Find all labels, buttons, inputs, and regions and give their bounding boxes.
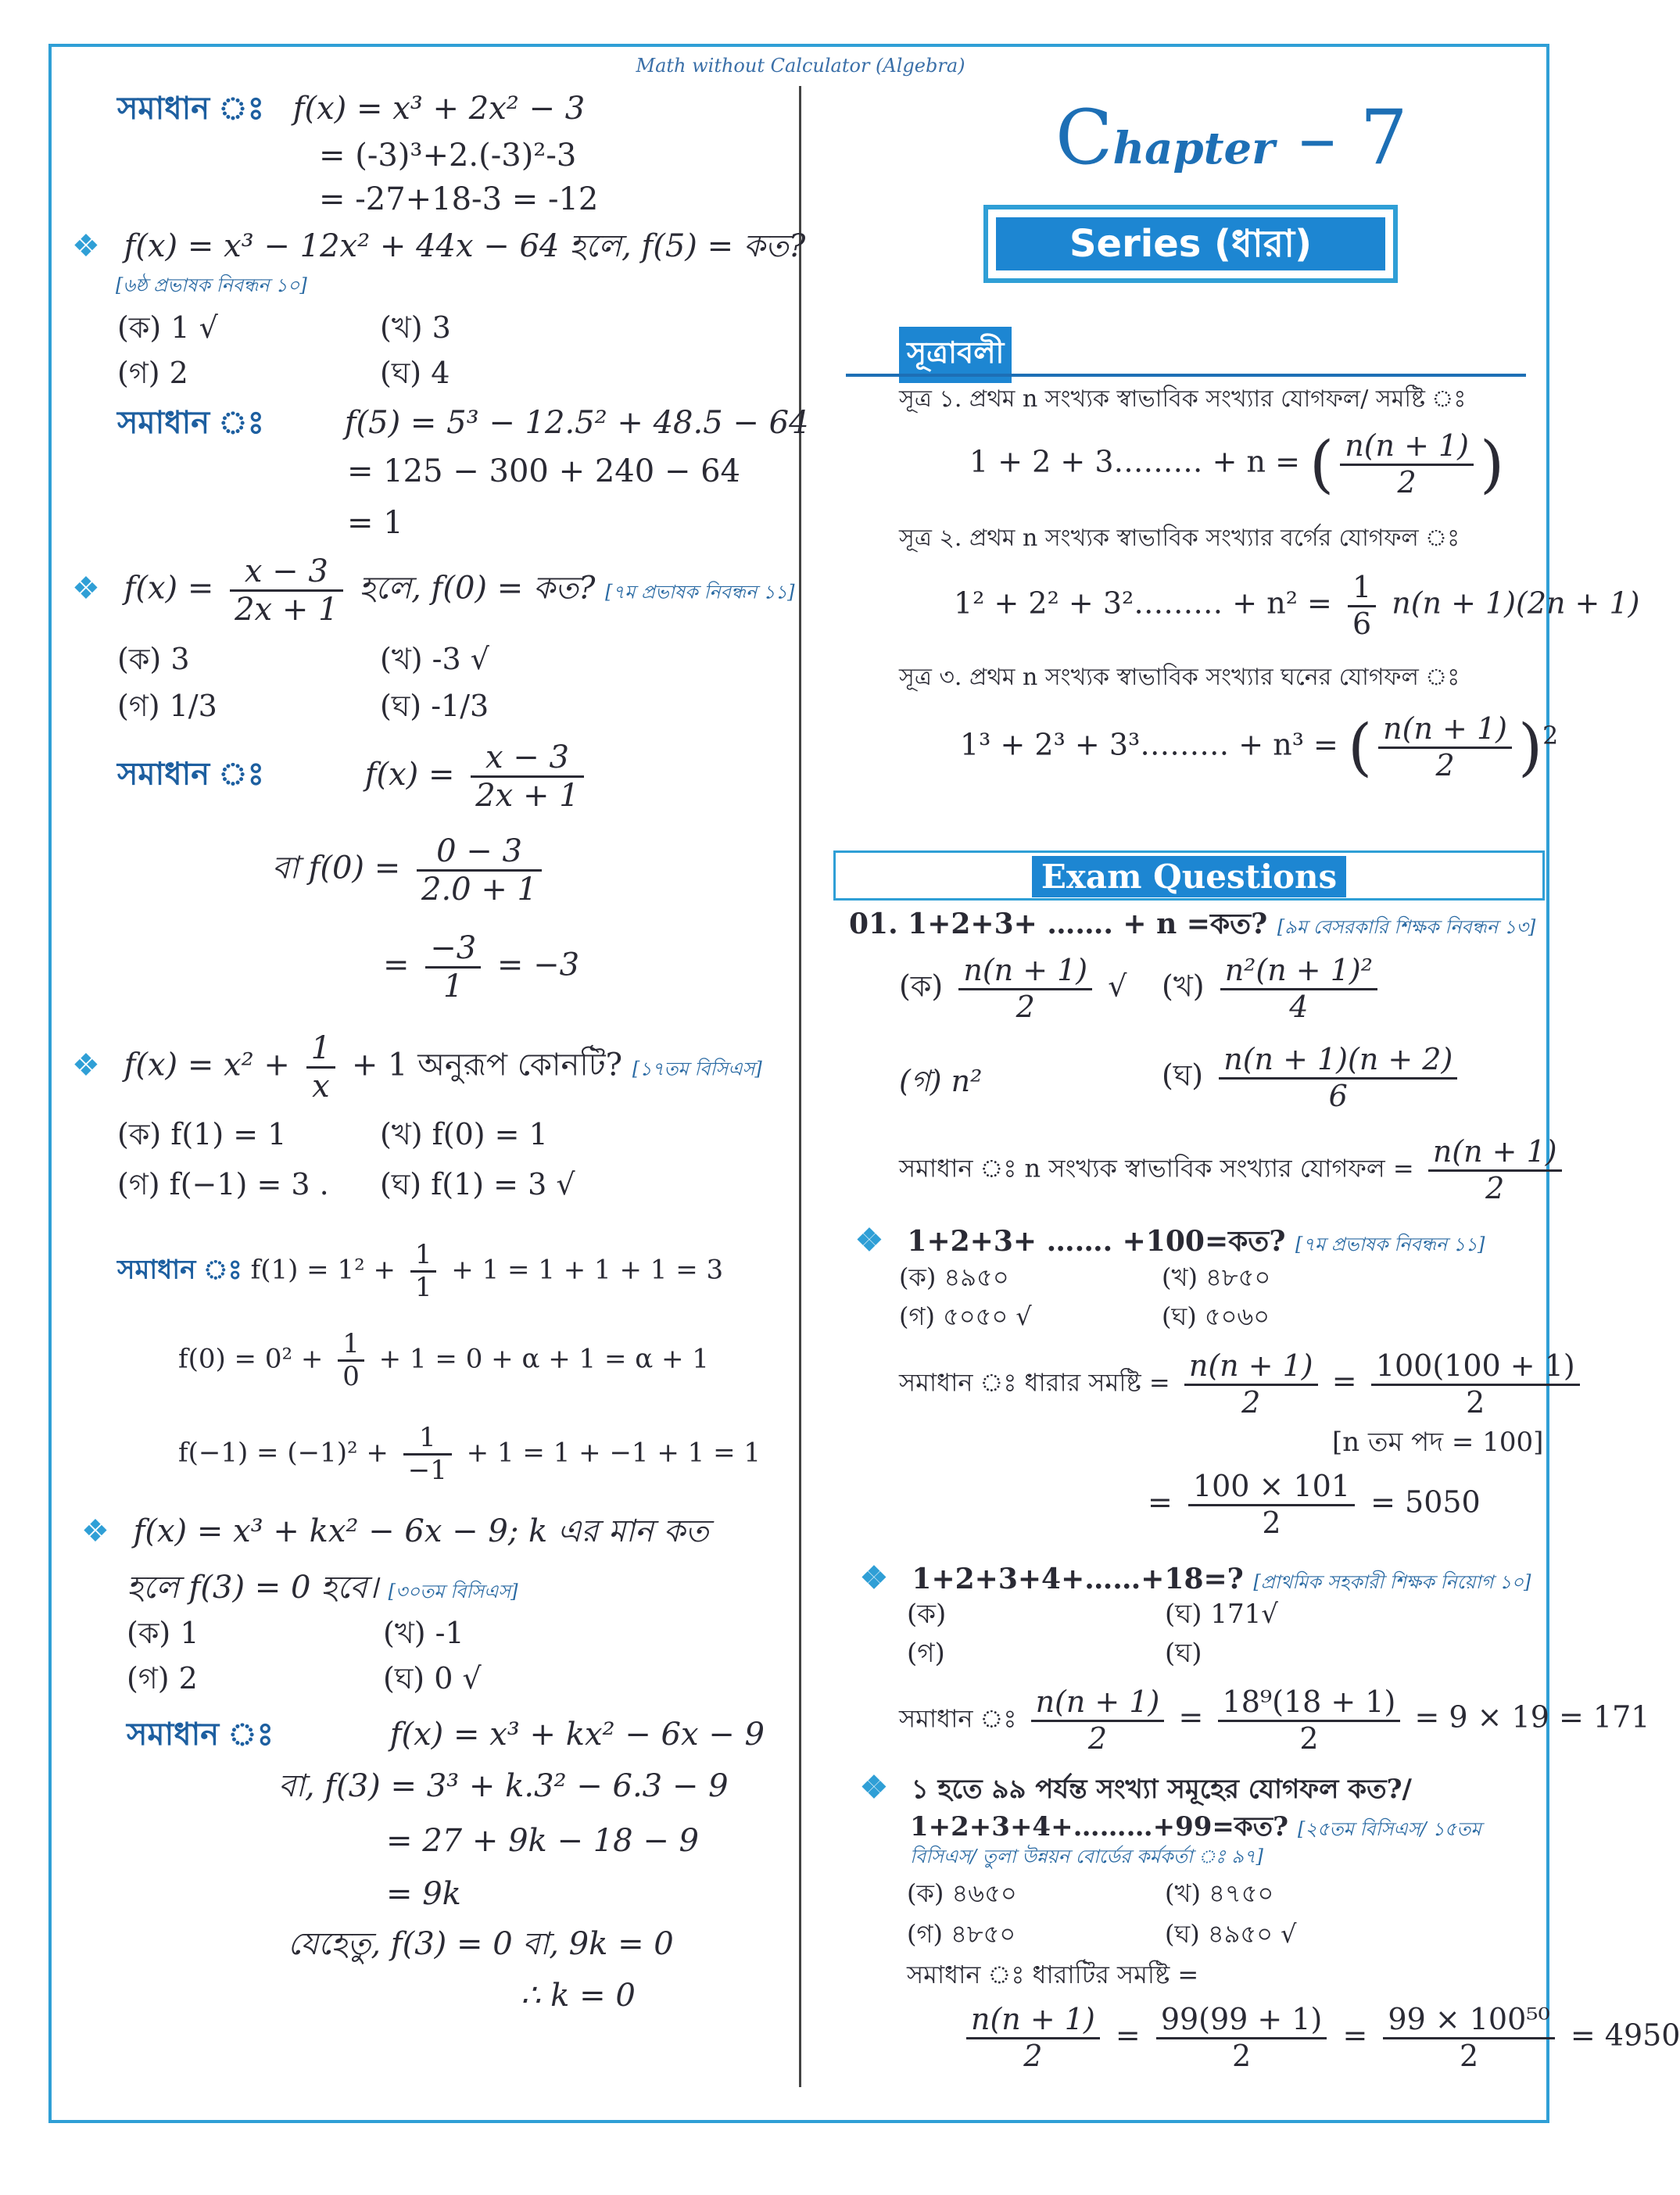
exam-questions-title: Exam Questions xyxy=(1032,856,1346,897)
diamond-bullet-icon: ❖ xyxy=(855,1222,883,1259)
fraction: $\frac{1}{x}$ xyxy=(306,1030,335,1105)
solution-1-line-3: = -27+18-3 = -12 xyxy=(319,181,599,217)
column-divider xyxy=(799,86,801,2087)
diamond-bullet-icon: ❖ xyxy=(81,1513,109,1549)
option-a: (ক) ৪৯৫০ xyxy=(899,1262,1009,1292)
diamond-bullet-icon: ❖ xyxy=(860,1559,888,1596)
fraction: $\frac{x - 3}{2x + 1}$ xyxy=(471,739,583,814)
option-a: (ক) 1 √ xyxy=(117,310,218,345)
option-c: (গ) n² xyxy=(899,1064,983,1098)
exam-questions-box xyxy=(833,850,1545,901)
solution-5-line-6: ∴ k = 0 xyxy=(521,1978,636,2014)
fraction: $\frac{-3}{1}$ xyxy=(425,930,481,1004)
option-a: (ক) ৪৬৫০ xyxy=(907,1878,1017,1908)
formula-1-label: সূত্র ১. প্রথম n সংখ্যক স্বাভাবিক সংখ্যার যোগফল/ সমষ্টি ঃ xyxy=(899,385,1467,413)
fraction: $\frac{n(n + 1)}{2}$ xyxy=(1184,1349,1318,1420)
solution-5-line-4: = 9k xyxy=(386,1876,461,1912)
option-c: (গ) 1/3 xyxy=(117,689,217,723)
fraction: $\frac{\text{99 × 100⁵⁰}}{2}$ xyxy=(1383,2003,1554,2073)
page-header: Math without Calculator (Algebra) xyxy=(636,55,965,77)
fraction: $\frac{1}{6}$ xyxy=(1348,571,1376,641)
option-a: (ক) $\frac{n(n + 1)}{2}$ √ xyxy=(899,953,1127,1024)
exam-solution-4: সমাধান ঃ ধারাটির সমষ্টি = xyxy=(907,1960,1199,1989)
fraction: $\frac{\text{n²(n + 1)²}}{4}$ xyxy=(1220,954,1377,1024)
exam-solution-2-result: = $\frac{100 \times 101}{2}$ = 5050 xyxy=(1148,1469,1481,1540)
option-b: (খ) $\frac{\text{n²(n + 1)²}}{4}$ xyxy=(1162,954,1384,1024)
option-d: (ঘ) f(1) = 3 √ xyxy=(380,1167,575,1201)
series-title: Series (ধারা) xyxy=(996,217,1385,270)
option-c: (গ) f(−1) = 3 . xyxy=(117,1167,329,1201)
series-title-box xyxy=(983,205,1398,283)
solution-3-line-2: বা f(0) = $\frac{0 - 3}{2.0 + 1}$ xyxy=(272,833,548,908)
solution-5: সমাধান ঃ f(x) = x³ + kx² − 6x − 9 xyxy=(127,1717,765,1753)
option-b: (ঘ) 171√ xyxy=(1165,1599,1278,1630)
heading-rule xyxy=(846,374,1526,377)
diamond-bullet-icon: ❖ xyxy=(72,228,100,264)
option-b: (খ) -1 xyxy=(383,1616,464,1650)
fraction: $\frac{0 - 3}{2.0 + 1}$ xyxy=(417,833,542,908)
question-5: ❖ f(x) = x³ + kx² − 6x − 9; k এর মান কত xyxy=(81,1513,709,1549)
option-c: (গ) xyxy=(907,1638,945,1669)
formula-1: 1 + 2 + 3……… + n = ( $\frac{n(n + 1)}{2}$ ) xyxy=(969,428,1505,500)
option-d: (ঘ) ৫০৬০ xyxy=(1162,1302,1270,1331)
option-b: (খ) f(0) = 1 xyxy=(380,1117,548,1151)
option-d: (ঘ) 0 √ xyxy=(383,1661,482,1695)
solution-3: সমাধান ঃ f(x) = $\frac{x - 3}{2x + 1}$ xyxy=(117,739,590,814)
chapter-title: Chapter – 7 xyxy=(1055,94,1408,181)
option-c: (গ) ৫০৫০ √ xyxy=(899,1302,1032,1331)
solution-5-line-3: = 27 + 9k − 18 − 9 xyxy=(386,1823,699,1859)
option-d: (ঘ) ৪৯৫০ √ xyxy=(1165,1919,1297,1949)
option-a: (ক) 1 xyxy=(127,1616,199,1650)
option-c: (গ) ৪৮৫০ xyxy=(907,1919,1016,1949)
exam-question-1: 01. 1+2+3+ ……. + n =কত? [৯ম বেসরকারি শিক্ষক নিবন্ধন ১৩] xyxy=(849,908,1536,940)
fraction: $\frac{x - 3}{2x + 1}$ xyxy=(230,553,342,628)
formula-2: 1² + 2² + 3²……… + n² = $\frac{1}{6}$ n(n + 1)(2n + 1) xyxy=(954,570,1640,641)
option-c: (গ) 2 xyxy=(127,1661,198,1695)
fraction: $\frac{n(n + 1)(n + 2)}{6}$ xyxy=(1219,1043,1457,1113)
formula-3: 1³ + 2³ + 3³……… + n³ = ( $\frac{n(n + 1)}{2}$ )$^2$ xyxy=(960,711,1559,783)
fraction: $\frac{1}{-1}$ xyxy=(403,1423,452,1486)
exam-solution-3: সমাধান ঃ $\frac{n(n + 1)}{2}$ = $\frac{\text{18⁹(18 + 1)}}{2}$ = 9 × 19 = 171 xyxy=(899,1685,1650,1756)
fraction: $\frac{n(n + 1)}{2}$ xyxy=(958,954,1092,1024)
fraction: $\frac{n(n + 1)}{2}$ xyxy=(1340,429,1474,500)
exam-question-4-line-2: 1+2+3+4+………+99=কত? [২৫তম বিসিএস/ ১৫তম xyxy=(910,1811,1481,1842)
exam-solution-2-note: [n তম পদ = 100] xyxy=(1332,1427,1544,1458)
fraction: $\frac{\text{18⁹(18 + 1)}}{2}$ xyxy=(1218,1685,1401,1756)
fraction: $\frac{1}{0}$ xyxy=(338,1329,364,1392)
fraction: $\frac{100(100 + 1)}{2}$ xyxy=(1371,1349,1580,1420)
question-2-source: [৬ষ্ঠ প্রভাষক নিবন্ধন ১০] xyxy=(116,274,307,296)
fraction: $\frac{100 \times 101}{2}$ xyxy=(1188,1470,1355,1540)
option-a: (ক) 3 xyxy=(117,642,190,676)
exam-solution-1: সমাধান ঃ n সংখ্যক স্বাভাবিক সংখ্যার যোগফল = $\frac{n(n + 1)}{2}$ xyxy=(899,1135,1568,1205)
exam-question-4-source: বিসিএস/ তুলা উন্নয়ন বোর্ডের কর্মকর্তা ঃ ৯৭] xyxy=(910,1846,1263,1867)
diamond-bullet-icon: ❖ xyxy=(72,1047,100,1083)
solution-1-line-2: = (-3)³+2.(-3)²-3 xyxy=(319,138,577,174)
formula-heading: সূত্রাবলী xyxy=(899,327,1012,383)
option-b: (খ) -3 √ xyxy=(380,642,489,676)
solution-3-line-3: = $\frac{-3}{1}$ = −3 xyxy=(383,930,580,1004)
solution-5-line-5: যেহেতু, f(3) = 0 বা, 9k = 0 xyxy=(288,1926,674,1962)
fraction: $\frac{1}{1}$ xyxy=(410,1240,437,1303)
diamond-bullet-icon: ❖ xyxy=(72,570,100,607)
solution-1: সমাধান ঃ f(x) = x³ + 2x² − 3 xyxy=(117,91,586,127)
option-d: (ঘ) -1/3 xyxy=(380,689,489,723)
diamond-bullet-icon: ❖ xyxy=(860,1769,888,1806)
fraction: $\frac{99(99 + 1)}{2}$ xyxy=(1156,2003,1327,2073)
question-4: ❖ f(x) = x² + $\frac{1}{x}$ + 1 অনুরূপ কোনটি? [১৭তম বিসিএস] xyxy=(72,1030,762,1105)
option-a: (ক) xyxy=(907,1599,947,1630)
solution-5-line-2: বা, f(3) = 3³ + k.3² − 6.3 − 9 xyxy=(278,1768,729,1804)
option-d: (ঘ) xyxy=(1165,1638,1202,1669)
fraction: $\frac{n(n + 1)}{2}$ xyxy=(966,2003,1100,2073)
fraction: $\frac{n(n + 1)}{2}$ xyxy=(1031,1685,1165,1756)
solution-4: সমাধান ঃ f(1) = 1² + $\frac{1}{1}$ + 1 = 1 + 1 + 1 = 3 xyxy=(117,1239,724,1304)
question-5-line-2: হলে f(3) = 0 হবে। [৩০তম বিসিএস] xyxy=(127,1570,518,1606)
formula-3-label: সূত্র ৩. প্রথম n সংখ্যক স্বাভাবিক সংখ্যার ঘনের যোগফল ঃ xyxy=(899,664,1460,691)
option-b: (খ) 3 xyxy=(380,310,451,345)
question-2: ❖ f(x) = x³ − 12x² + 44x − 64 হলে, f(5) = কত? xyxy=(72,228,806,264)
option-a: (ক) f(1) = 1 xyxy=(117,1117,287,1151)
formula-2-label: সূত্র ২. প্রথম n সংখ্যক স্বাভাবিক সংখ্যার বর্গের যোগফল ঃ xyxy=(899,525,1460,552)
fraction: $\frac{n(n + 1)}{2}$ xyxy=(1378,712,1512,782)
exam-question-3: ❖ 1+2+3+4+……+18=? [প্রাথমিক সহকারী শিক্ষক নিয়োগ ১০] xyxy=(860,1559,1531,1596)
option-d: (ঘ) 4 xyxy=(380,356,450,390)
option-d: (ঘ) $\frac{n(n + 1)(n + 2)}{6}$ xyxy=(1162,1043,1463,1113)
option-b: (খ) ৪৮৫০ xyxy=(1162,1262,1271,1292)
exam-question-2: ❖ 1+2+3+ ……. +100=কত? [৭ম প্রভাষক নিবন্ধন ১১] xyxy=(855,1222,1485,1259)
solution-2-line-2: = 125 − 300 + 240 − 64 xyxy=(347,453,741,489)
solution-4-line-3: f(−1) = (−1)² + $\frac{1}{-1}$ + 1 = 1 + −1 + 1 = 1 xyxy=(178,1422,761,1487)
exam-solution-2: সমাধান ঃ ধারার সমষ্টি = $\frac{n(n + 1)}{2}$ = $\frac{100(100 + 1)}{2}$ xyxy=(899,1349,1586,1420)
exam-question-4: ❖ ১ হতে ৯৯ পর্যন্ত সংখ্যা সমূহের যোগফল কত?/ xyxy=(860,1769,1412,1806)
question-3: ❖ f(x) = $\frac{x - 3}{2x + 1}$ হলে, f(0) = কত? [৭ম প্রভাষক নিবন্ধন ১১] xyxy=(72,553,795,628)
solution-2-line-3: = 1 xyxy=(347,505,403,541)
exam-solution-4-result: $\frac{n(n + 1)}{2}$ = $\frac{99(99 + 1)}{2}$ = $\frac{\text{99 × 100⁵⁰}}{2}$ = 4950 xyxy=(960,2003,1680,2073)
option-b: (খ) ৪৭৫০ xyxy=(1165,1878,1274,1908)
fraction: $\frac{n(n + 1)}{2}$ xyxy=(1428,1135,1562,1205)
option-c: (গ) 2 xyxy=(117,356,188,390)
solution-2: সমাধান ঃ f(5) = 5³ − 12.5² + 48.5 − 64 xyxy=(117,405,809,441)
solution-4-line-2: f(0) = 0² + $\frac{1}{0}$ + 1 = 0 + α + 1 = α + 1 xyxy=(178,1328,709,1393)
